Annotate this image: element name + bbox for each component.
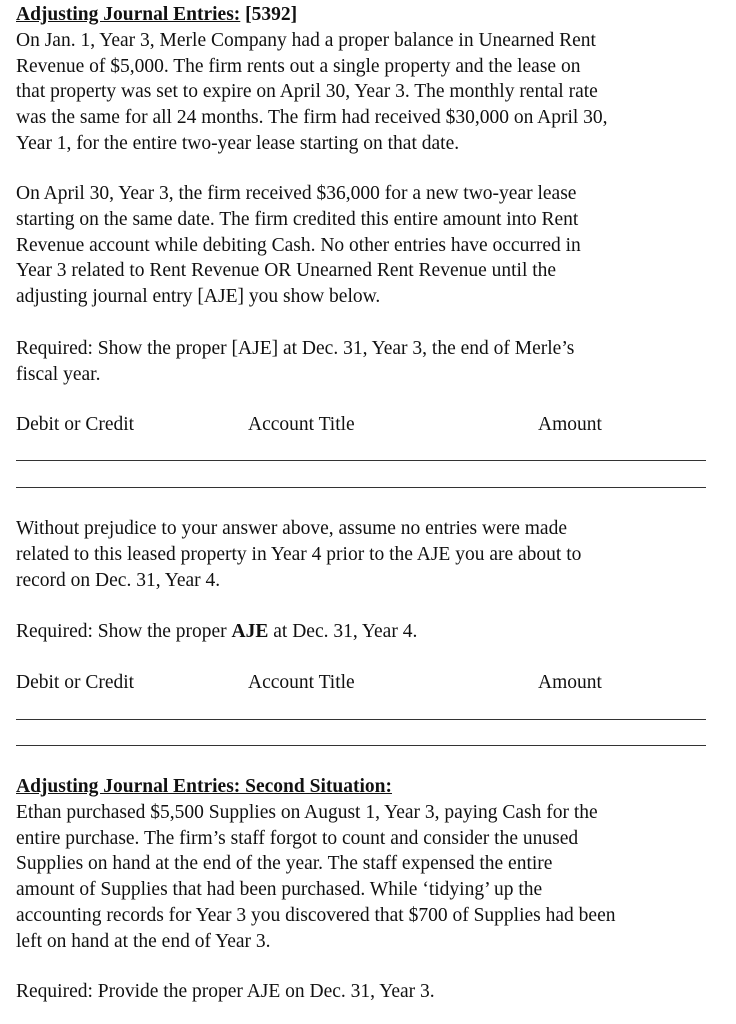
paragraph-line: On Jan. 1, Year 3, Merle Company had a proper balance in Unearned Rent — [16, 29, 596, 51]
paragraph-line: was the same for all 24 months. The firm had received $30,000 on April 30, — [16, 107, 608, 129]
paragraph-line: Ethan purchased $5,500 Supplies on August 1, Year 3, paying Cash for the — [16, 801, 598, 823]
section-2 — [16, 774, 716, 955]
paragraph-line: Revenue of $5,000. The firm rents out a single property and the lease on — [16, 55, 581, 77]
paragraph-line: entire purchase. The firm’s staff forgot to count and consider the unused — [16, 827, 579, 849]
paragraph-line: Required: Show the proper [AJE] at Dec. 31, Year 3, the end of Merle’s — [16, 338, 575, 359]
paragraph-line: accounting records for Year 3 you discovered that $700 of Supplies had been — [16, 904, 616, 926]
paragraph-line: amount of Supplies that had been purchased. While ‘tidying’ up the — [16, 879, 543, 901]
section-1-paragraph-2 — [16, 181, 716, 310]
required-2-pre: Required: Show the proper — [16, 621, 232, 642]
section-1-heading-line — [16, 2, 716, 28]
section-2-title: Adjusting Journal Entries: Second Situation: — [16, 776, 392, 797]
section-1-paragraph-3 — [16, 516, 716, 593]
journal-header-1 — [16, 412, 716, 438]
paragraph-line: Year 1, for the entire two-year lease starting on that date. — [16, 132, 460, 154]
journal-header-2 — [16, 670, 716, 696]
column-header-account-title: Account Title — [248, 672, 355, 693]
required-2-bold: AJE — [231, 621, 269, 642]
section-1-code: [5392] — [240, 4, 298, 25]
column-header-debit-credit: Debit or Credit — [16, 414, 135, 435]
column-header-amount: Amount — [538, 414, 602, 435]
required-2-line — [16, 619, 716, 645]
column-header-debit-credit: Debit or Credit — [16, 672, 135, 693]
section-1-intro — [16, 2, 716, 157]
paragraph-line: left on hand at the end of Year 3. — [16, 930, 271, 952]
required-1 — [16, 336, 716, 388]
paragraph-line: Without prejudice to your answer above, assume no entries were made — [16, 518, 567, 539]
paragraph-line: fiscal year. — [16, 363, 101, 385]
paragraph-line: related to this leased property in Year 4 prior to the AJE you are about to — [16, 543, 582, 565]
paragraph-line: Revenue account while debiting Cash. No other entries have occurred in — [16, 234, 581, 256]
required-2-post: at Dec. 31, Year 4. — [268, 621, 418, 642]
required-3-line: Required: Provide the proper AJE on Dec. 31, Year 3. — [16, 981, 435, 1002]
column-header-amount: Amount — [538, 672, 602, 693]
paragraph-line: starting on the same date. The firm credited this entire amount into Rent — [16, 208, 579, 230]
paragraph-line: Supplies on hand at the end of the year. The staff expensed the entire — [16, 853, 553, 875]
paragraph-line: On April 30, Year 3, the firm received $36,000 for a new two-year lease — [16, 183, 577, 204]
answer-line[interactable] — [16, 719, 706, 720]
required-3 — [16, 979, 716, 1005]
answer-line[interactable] — [16, 745, 706, 746]
answer-line[interactable] — [16, 460, 706, 461]
paragraph-line: adjusting journal entry [AJE] you show below. — [16, 286, 381, 308]
paragraph-line: record on Dec. 31, Year 4. — [16, 569, 221, 591]
paragraph-line: Year 3 related to Rent Revenue OR Unearned Rent Revenue until the — [16, 260, 557, 282]
section-1-title: Adjusting Journal Entries: — [16, 4, 241, 25]
section-2-heading-line — [16, 774, 716, 800]
paragraph-line: that property was set to expire on April 30, Year 3. The monthly rental rate — [16, 81, 598, 103]
column-header-account-title: Account Title — [248, 414, 355, 435]
answer-line[interactable] — [16, 487, 706, 488]
required-2 — [16, 619, 716, 645]
